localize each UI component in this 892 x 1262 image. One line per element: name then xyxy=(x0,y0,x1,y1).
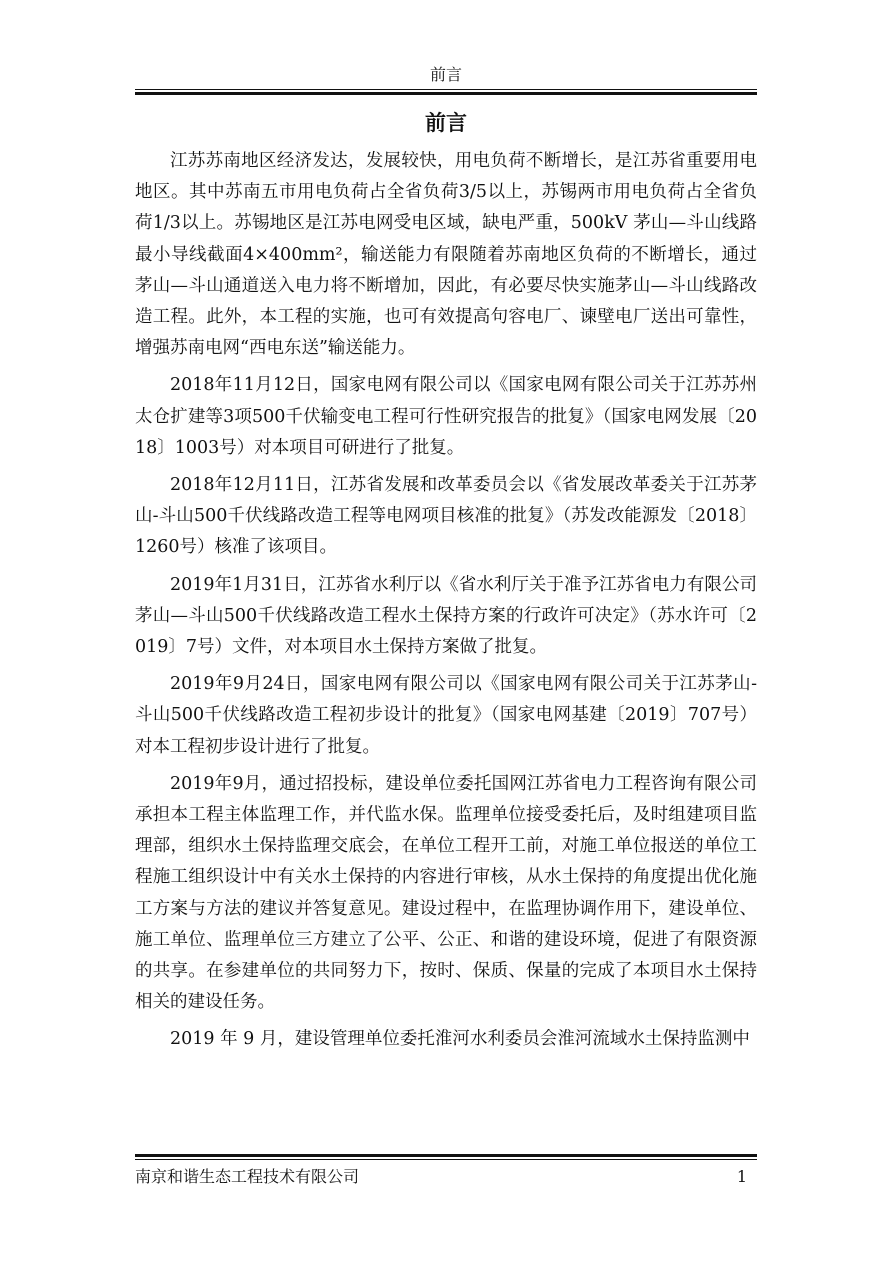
header-rule-thick xyxy=(135,92,757,95)
footer-rule-thin xyxy=(135,1159,757,1160)
paragraph-1: 江苏苏南地区经济发达，发展较快，用电负荷不断增长，是江苏省重要用电地区。其中苏南五市用电负荷占全省负荷3/5以上，苏锡两市用电负荷占全省负荷1/3以上。苏锡地区是江苏电网受电区域，缺电严重，500kV 茅山—斗山线路最小导线截面4×400mm²，输送能力有限随着苏南地区负荷的不断增长，通过茅山—斗山通道送入电力将不断增加，因此，有必要尽快实施茅山—斗山线路改造工程。此外，本工程的实施，也可有效提高句容电厂、谏壁电厂送出可靠性，增强苏南电网“西电东送”输送能力。 xyxy=(135,151,757,359)
paragraph-5: 2019年9月24日，国家电网有限公司以《国家电网有限公司关于江苏茅山-斗山500千伏线路改造工程初步设计的批复》（国家电网基建〔2019〕707号）对本工程初步设计进行了批复。 xyxy=(135,674,757,757)
page-title: 前言 xyxy=(425,110,467,135)
footer-rule xyxy=(135,1154,757,1160)
footer-company-name: 南京和谐生态工程技术有限公司 xyxy=(135,1167,360,1186)
header-rule-thin xyxy=(135,89,757,90)
page-number: 1 xyxy=(736,1167,747,1186)
paragraph-7: 2019 年 9 月，建设管理单位委托淮河水利委员会淮河流域水土保持监测中 xyxy=(170,1029,750,1050)
paragraph-2: 2018年11月12日，国家电网有限公司以《国家电网有限公司关于江苏苏州太仓扩建等3项500千伏输变电工程可行性研究报告的批复》（国家电网发展〔2018〕1003号）对本项目可研进行了批复。 xyxy=(135,375,757,458)
document-body xyxy=(135,146,757,1056)
paragraph-6: 2019年9月，通过招投标，建设单位委托国网江苏省电力工程咨询有限公司承担本工程主体监理工作，并代监水保。监理单位接受委托后，及时组建项目监理部，组织水土保持监理交底会，在单位工程开工前，对施工单位报送的单位工程施工组织设计中有关水土保持的内容进行审核，从水土保持的角度提出优化施工方案与方法的建议并答复意见。建设过程中，在监理协调作用下，建设单位、施工单位、监理单位三方建立了公平、公正、和谐的建设环境，促进了有限资源的共享。在参建单位的共同努力下，按时、保质、保量的完成了本项目水土保持相关的建设任务。 xyxy=(135,773,757,1013)
footer-rule-thick xyxy=(135,1154,757,1157)
paragraph-3: 2018年12月11日，江苏省发展和改革委员会以《省发展改革委关于江苏茅山-斗山500千伏线路改造工程等电网项目核准的批复》（苏发改能源发〔2018〕1260号）核准了该项目。 xyxy=(135,475,757,558)
paragraph-4: 2019年1月31日，江苏省水利厅以《省水利厅关于准予江苏省电力有限公司茅山—斗山500千伏线路改造工程水土保持方案的行政许可决定》（苏水许可〔2019〕7号）文件，对本项目水土保持方案做了批复。 xyxy=(135,574,757,658)
header-rule xyxy=(135,89,757,95)
running-header: 前言 xyxy=(429,65,462,84)
